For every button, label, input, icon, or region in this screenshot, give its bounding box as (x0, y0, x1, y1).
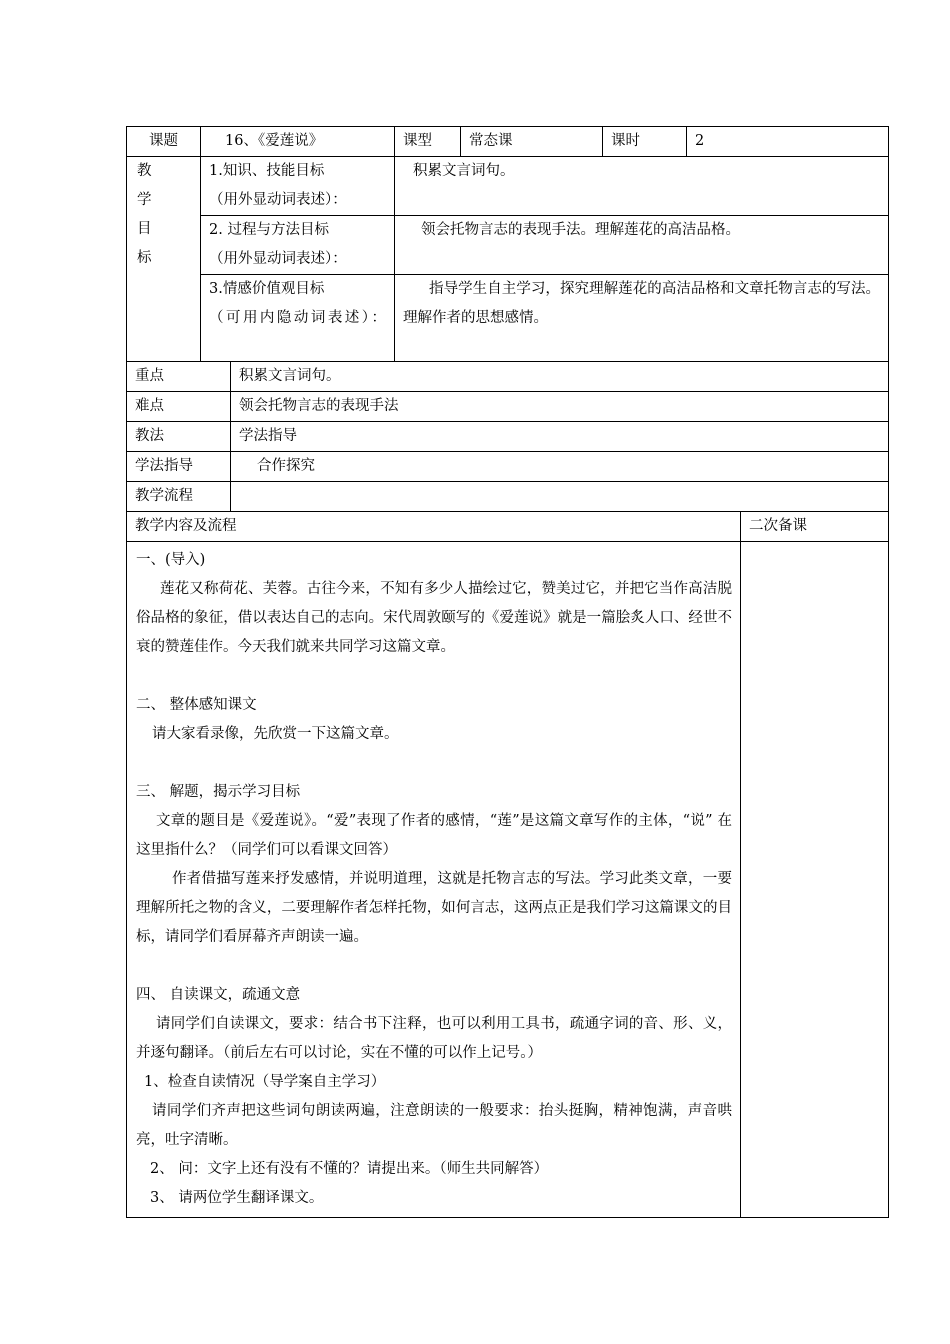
key-point-value: 积累文言词句。 (231, 362, 889, 392)
type-label: 课型 (395, 127, 461, 157)
topic-value: 16、《爱莲说》 (201, 127, 395, 157)
goal-1-content: 积累文言词句。 (395, 157, 889, 216)
study-guide-value: 合作探究 (231, 452, 889, 482)
section-4-item-2: 2、 问：文字上还有没有不懂的？请提出来。（师生共同解答） (150, 1161, 549, 1177)
hours-value: 2 (687, 127, 889, 157)
key-point-label: 重点 (127, 362, 231, 392)
lesson-plan-sheet (126, 126, 888, 1218)
section-4-item-1: 1、检查自读情况（导学案自主学习） (144, 1074, 386, 1090)
header-row (127, 127, 889, 157)
section-3-title: 三、 解题，揭示学习目标 (136, 784, 301, 800)
content-header-right: 二次备课 (741, 512, 889, 542)
key-point-row (127, 362, 889, 392)
section-3-paragraph-2: 作者借描写莲来抒发感情，并说明道理，这就是托物言志的写法。学习此类文章，一要理解所托之物的含义，二要理解作者怎样托物，如何言志，这两点正是我们学习这篇课文的目标，请同学们看屏幕齐声朗读一遍。 (136, 871, 733, 945)
study-guide-row (127, 452, 889, 482)
lesson-plan-table (126, 126, 889, 1218)
study-guide-label: 学法指导 (127, 452, 231, 482)
type-value: 常态课 (461, 127, 603, 157)
section-1-title: 一、(导入) (136, 552, 206, 568)
section-4-title: 四、 自读课文，疏通文意 (136, 987, 301, 1003)
hours-label: 课时 (603, 127, 687, 157)
difficulty-row (127, 392, 889, 422)
section-4-paragraph-2: 请同学们齐声把这些词句朗读两遍，注意朗读的一般要求：抬头挺胸，精神饱满，声音哄亮，吐字清晰。 (136, 1103, 733, 1148)
goal-2-label: 2. 过程与方法目标 （用外显动词表述）： (201, 216, 395, 275)
goal-3-content: 指导学生自主学习，探究理解莲花的高洁品格和文章托物言志的写法。理解作者的思想感情。 (395, 275, 889, 362)
goals-side-label: 教 学 目 标 (127, 157, 201, 362)
flow-value (231, 482, 889, 512)
lesson-content (127, 542, 741, 1218)
goal-row-3 (127, 275, 889, 362)
section-3-paragraph-1: 文章的题目是《爱莲说》。“爱”表现了作者的感情，“莲”是这篇文章写作的主体，“说” 在这里指什么？（同学们可以看课文回答） (136, 813, 733, 858)
teaching-method-label: 教法 (127, 422, 231, 452)
goal-row-1 (127, 157, 889, 216)
difficulty-value: 领会托物言志的表现手法 (231, 392, 889, 422)
goal-3-label: 3.情感价值观目标 （可用内隐动词表述）： (201, 275, 395, 362)
flow-label: 教学流程 (127, 482, 231, 512)
content-header-left: 教学内容及流程 (127, 512, 741, 542)
content-row (127, 542, 889, 1218)
goal-2-content: 领会托物言志的表现手法。理解莲花的高洁品格。 (395, 216, 889, 275)
section-2-title: 二、 整体感知课文 (136, 697, 257, 713)
section-2-paragraph: 请大家看录像，先欣赏一下这篇文章。 (152, 726, 399, 742)
teaching-method-row (127, 422, 889, 452)
content-header-row (127, 512, 889, 542)
difficulty-label: 难点 (127, 392, 231, 422)
secondary-prep-cell (741, 542, 889, 1218)
section-4-item-3: 3、 请两位学生翻译课文。 (150, 1190, 324, 1206)
goal-row-2 (127, 216, 889, 275)
section-4-paragraph-1: 请同学们自读课文，要求：结合书下注释，也可以利用工具书，疏通字词的音、形、义，并逐句翻译。（前后左右可以讨论，实在不懂的可以作上记号。） (136, 1016, 733, 1061)
goal-1-label: 1.知识、技能目标 （用外显动词表述）： (201, 157, 395, 216)
flow-row (127, 482, 889, 512)
teaching-method-value: 学法指导 (231, 422, 889, 452)
section-1-paragraph: 莲花又称荷花、芙蓉。古往今来，不知有多少人描绘过它，赞美过它，并把它当作高洁脱俗品格的象征，借以表达自己的志向。宋代周敦颐写的《爱莲说》就是一篇脍炙人口、经世不衰的赞莲佳作。今天我们就来共同学习这篇文章。 (136, 581, 733, 655)
topic-label: 课题 (127, 127, 201, 157)
